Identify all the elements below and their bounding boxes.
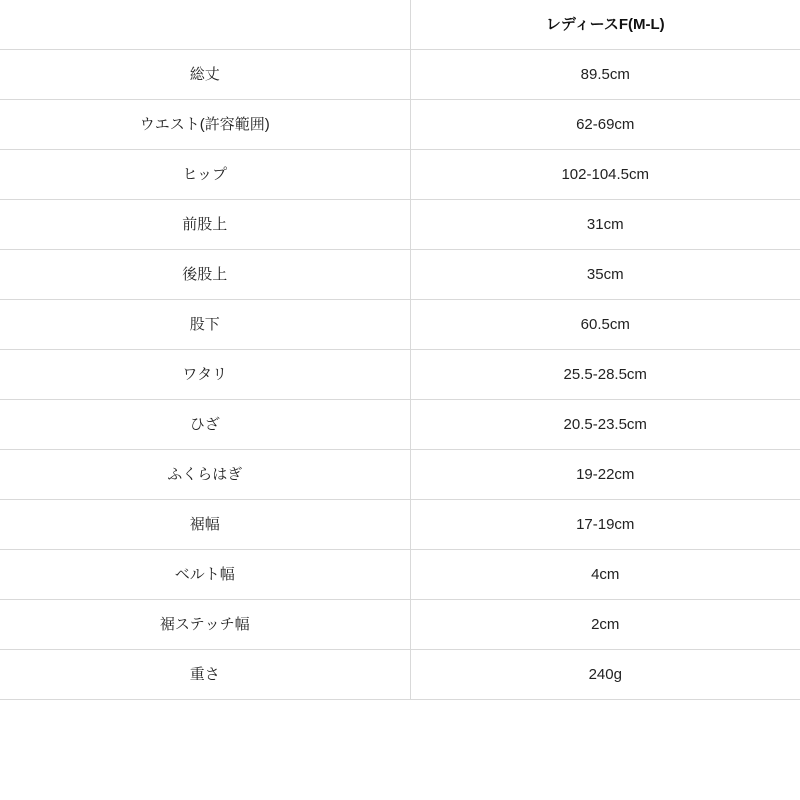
table-row [0, 400, 800, 450]
table-header-row [0, 0, 800, 50]
row-label-thigh: ワタリ [0, 350, 410, 400]
row-label-hem-width: 裾幅 [0, 500, 410, 550]
row-label-total-length: 総丈 [0, 50, 410, 100]
table-row [0, 350, 800, 400]
row-label-inseam: 股下 [0, 300, 410, 350]
table-row [0, 200, 800, 250]
table-row [0, 550, 800, 600]
header-cell-empty [0, 0, 410, 50]
row-label-hem-stitch-width: 裾ステッチ幅 [0, 600, 410, 650]
row-value-total-length: 89.5cm [410, 50, 800, 100]
row-label-knee: ひざ [0, 400, 410, 450]
table-row [0, 500, 800, 550]
header-cell-size: レディースF(M-L) [410, 0, 800, 50]
row-label-weight: 重さ [0, 650, 410, 700]
row-label-hip: ヒップ [0, 150, 410, 200]
table-row [0, 100, 800, 150]
row-value-knee: 20.5-23.5cm [410, 400, 800, 450]
row-value-back-rise: 35cm [410, 250, 800, 300]
row-value-belt-width: 4cm [410, 550, 800, 600]
row-value-hem-width: 17-19cm [410, 500, 800, 550]
row-label-calf: ふくらはぎ [0, 450, 410, 500]
row-label-belt-width: ベルト幅 [0, 550, 410, 600]
row-value-inseam: 60.5cm [410, 300, 800, 350]
row-value-front-rise: 31cm [410, 200, 800, 250]
table-header [0, 0, 800, 50]
table-row [0, 600, 800, 650]
row-value-weight: 240g [410, 650, 800, 700]
table-row [0, 250, 800, 300]
table-body [0, 50, 800, 700]
table-row [0, 650, 800, 700]
table-row [0, 150, 800, 200]
row-label-back-rise: 後股上 [0, 250, 410, 300]
row-value-hem-stitch-width: 2cm [410, 600, 800, 650]
table-row [0, 50, 800, 100]
row-value-hip: 102-104.5cm [410, 150, 800, 200]
table-row [0, 450, 800, 500]
row-value-thigh: 25.5-28.5cm [410, 350, 800, 400]
row-label-front-rise: 前股上 [0, 200, 410, 250]
table-row [0, 300, 800, 350]
row-value-waist: 62-69cm [410, 100, 800, 150]
row-value-calf: 19-22cm [410, 450, 800, 500]
row-label-waist: ウエスト(許容範囲) [0, 100, 410, 150]
